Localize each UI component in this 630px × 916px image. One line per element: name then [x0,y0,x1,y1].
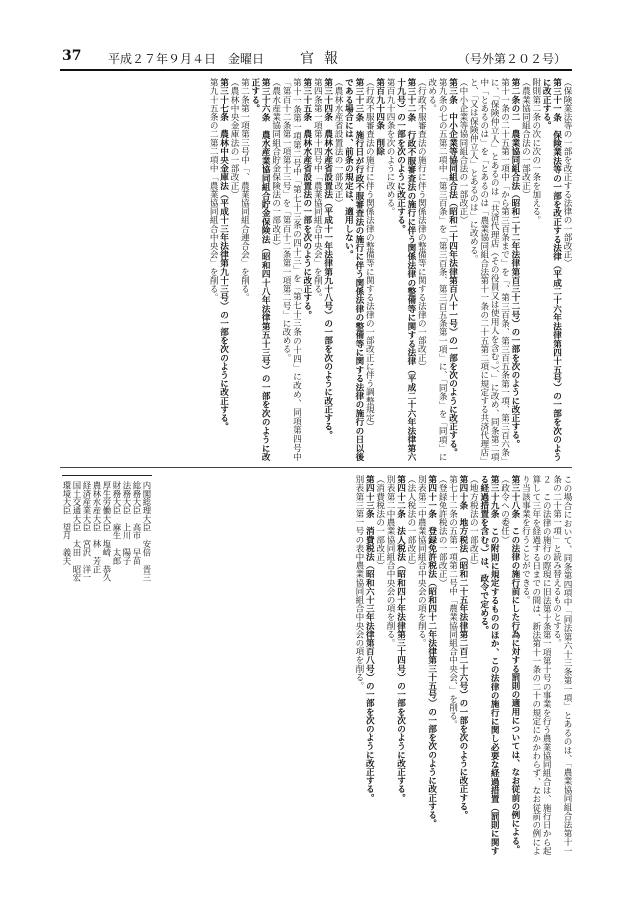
signatory-gap [122,515,132,523]
text-paragraph: （農林水産省設置法の一部改正） [333,78,344,207]
article-paragraph: 第三十六条 農水産業協同組合貯金保険法（昭和四十八年法律第五十三号）の一部を次のように改正する。 [249,78,271,461]
signatory-title: 財務大臣 [112,481,122,515]
gazette-title: 官報 [300,51,348,67]
text-paragraph: 別表第三第一号の表中農業協同組合中央会の項を削る。 [353,475,364,690]
header-rule [60,69,572,71]
signatory-title: 内閣総理大臣 [142,481,152,532]
signatory-row [72,481,82,582]
signatory-gap [132,515,142,523]
text-paragraph: （中小企業等協同組合法の一部改正） [457,78,468,225]
text-paragraph: 第十一条の二十五第一項中「から第三百条まで」を「、第三百条、第三百五条第一項、第三百六条」に、「保険仲立人」とあるのは「共済代理店（その役員又は使用人を含む。）、」に改め、同条第二項中「とあるのは」を「とあるのは「農業協同組合法第十一条の二十五第二項に規定する共済代理店」と、「又は保険仲立人」とあるのは」に改める。 [468,78,510,461]
text-paragraph: 第九条の七の五第二項中「第三百条」を「第三百条、第三百五条第一項」に、「同条」を「同項」に改める。 [426,78,448,461]
signatory-name: 太田 昭宏 [72,539,82,582]
article-paragraph: 第百九十四条 削除 [374,78,385,156]
text-paragraph: 附則第二条の次に次の一条を加える。 [530,78,541,225]
text-paragraph: 別表第二中農業協同組合中央会の項を削る。 [416,475,427,647]
article-paragraph: 第四十一条 登録免許税法（昭和四十二年法律第三十五号）の一部を次のように改正する。 [426,475,437,828]
text-paragraph: （政令への委任） [499,475,510,544]
article-paragraph: 第四十二条 法人税法（昭和四十年法律第三十四号）の一部を次のように改正する。 [395,475,406,802]
signatory-gap [82,531,92,539]
article-paragraph: 第三十一条 保険業法等の一部を改正する法律（平成二十六年法律第四十五号）の一部を次のように改正する。 [541,78,562,461]
signatory-name: 林 芳正 [92,539,102,574]
issue-number: （号外第２０２号） [458,52,567,66]
signatory-title: 総務大臣 [132,481,142,515]
text-paragraph: この場合において、同条第四項中「同法第六十三条第一項」とあるのは、「農業協同組合法第十一条の二十第一項」と読み替えるものとする。 [551,475,572,855]
text-paragraph: （農水産業協同組合貯金保険法の一部改正） [270,78,281,250]
signatory-row [102,481,112,582]
article-paragraph: 第四十条 地方税法（昭和二十五年法律第二百二十六号）の一部を次のように改正する。 [457,475,468,819]
text-paragraph: 第百九十四条を次のように改める。 [385,78,396,216]
page-number: 37 [62,48,82,64]
text-paragraph: （農業協同組合法の一部改正） [520,78,531,199]
text-paragraph: （保険業法等の一部を改正する法律の一部改正） [562,78,572,268]
article-paragraph: 第三十八条 この法律の施行前にした行為に対する罰則の適用については、なお従前の例による。 [509,475,520,854]
article-paragraph: 第三十二条 行政不服審査法の施行に伴う関係法律の整備等に関する法律（平成二十六年法律第六十九号）の一部を次のように改正する。 [395,78,416,461]
article-paragraph: 第三十四条 農林水産省設置法（平成十一年法律第九十八号）の一部を次のように改正する。 [322,78,333,440]
signatory-name: 宮沢 洋一 [82,539,92,582]
text-paragraph: （消費税法の一部改正） [374,475,385,570]
article-paragraph: 第二条の二 農業協同組合法（昭和二十二年法律第百三十二号）の一部を次のように改正する。 [509,78,520,448]
signatory-block [62,475,154,645]
signatory-gap [102,531,112,539]
signatory-title: 環境大臣 [62,481,72,515]
article-paragraph: 第三十三条 施行日が行政不服審査法の施行に伴う関係法律の整備等に関する法律の施行の日以後である場合には、前条の規定は、適用しない。 [343,78,364,461]
section-divider [60,467,572,468]
text-paragraph: （行政不服審査法の施行に伴う関係法律の整備等に関する法律の一部改正） [416,78,427,371]
signatory-rule [62,475,152,476]
signatory-gap [142,531,152,539]
text-paragraph: 第四条第一項第十四号中「農業協同組合中央会」を削る。 [312,78,323,302]
article-paragraph: 第三条 中小企業等協同組合法（昭和二十四年法律第百八十一号）の一部を次のように改正する。 [447,78,458,457]
text-paragraph: （法人税法の一部改正） [405,475,416,570]
text-paragraph: 別表第二中農業協同組合中央会の項を削る。 [385,475,396,647]
signatory-gap [112,515,122,523]
signatory-title: 国土交通大臣 [72,481,82,532]
text-paragraph: （農林中央金庫法の一部改正） [229,78,239,199]
text-paragraph: 第七十二条の五第一項第二号中「農業協同組合中央会、」を削る。 [447,475,458,729]
signatory-row [142,481,152,582]
text-paragraph: （行政不服審査法の施行に伴う関係法律の整備等に関する法律の一部改正に伴う調整規定） [364,78,375,431]
signatory-name: 上川 陽子 [122,522,132,565]
upper-text-column [62,78,572,461]
signatory-gap [62,515,72,523]
signatory-gap [92,531,102,539]
signatory-title: 厚生労働大臣 [102,481,112,532]
signatory-row [92,481,102,573]
article-paragraph: 第三十九条 この附則に規定するもののほか、この法律の施行に関し必要な経過措置（罰則に関する経過措置を含む。）は、政令で定める。 [478,475,500,855]
signatory-name: 高市 早苗 [132,522,142,565]
signatory-title: 法務大臣 [122,481,132,515]
lower-text-column [160,475,572,855]
signatory-row [62,481,72,565]
text-paragraph: ２ この法律の施行の際現に旧法第十条第一項第十号の事業を行う農業協同組合は、施行日から起算して三年を経過する日までの間は、新法第十一条の二十の規定にかかわらず、なお従前の例により当該事業を行うことができる。 [520,475,552,855]
signatory-title: 農林水産大臣 [92,481,102,532]
article-paragraph: 第四十三条 消費税法（昭和六十三年法律第百八号）の一部を次のように改正する。 [364,475,375,802]
signatory-row [112,481,122,565]
text-paragraph: 第二条第一項第三号中「、農業協同組合連合会」を削る。 [239,78,250,302]
signatory-row [122,481,132,565]
text-paragraph: 第九十五条の二第二項中「農業協同組合中央会」を削る。 [208,78,219,302]
article-paragraph: 第三十七条 農林中央金庫法（平成十三年法律第九十三号）の一部を次のように改正する。 [218,78,229,431]
signatory-name: 塩崎 恭久 [102,539,112,582]
signatory-gap [72,531,82,539]
text-paragraph: （登録免許税法の一部改正） [437,475,448,587]
article-paragraph: 第三十五条 農林水産省設置法の一部を次のように改正する。 [301,78,312,319]
issue-date: 平成２７年９月４日 金曜日 [108,52,265,66]
signatory-name: 安倍 晋三 [142,539,152,582]
signatory-title: 経済産業大臣 [82,481,92,532]
signatory-row [132,481,142,565]
text-paragraph: （地方税法の一部改正） [468,475,479,570]
signatory-name: 望月 義夫 [62,522,72,565]
signatory-name: 麻生 太郎 [112,522,122,565]
text-paragraph: 第十一条第一項第二号中「第七十三条の四十三」を「第七十三条の十四」に改め、同項第四号中「第百十二条第一項第十三号」を「第百十二条第一項第二号」に改める。 [281,78,302,461]
signatory-row [82,481,92,582]
